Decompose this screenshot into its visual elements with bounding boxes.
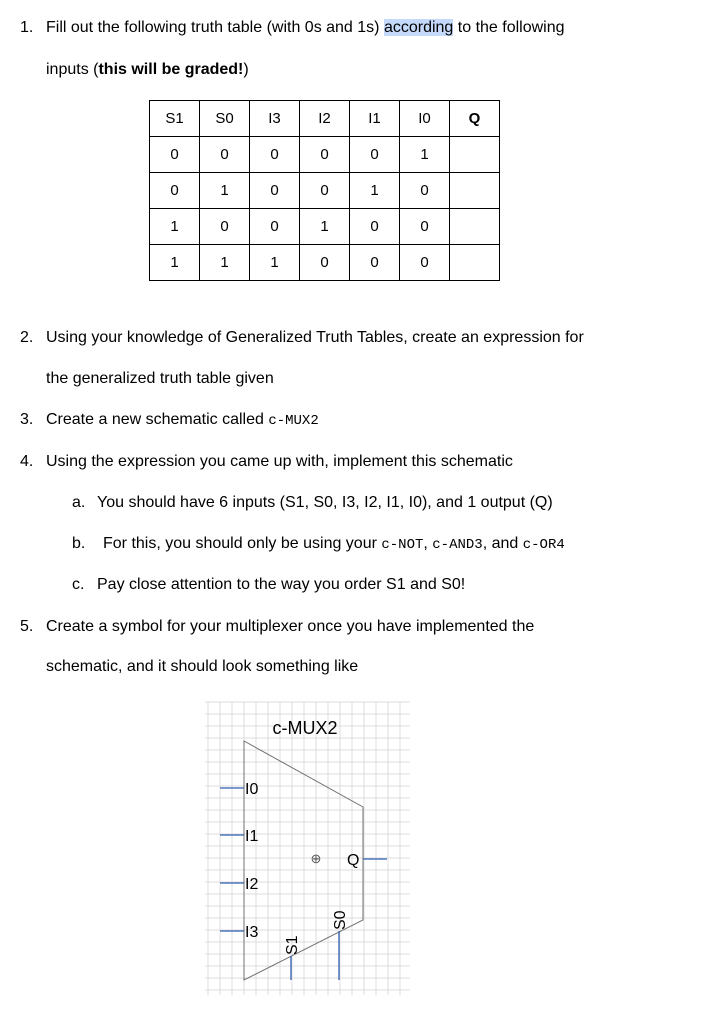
pin-label-q: Q xyxy=(347,852,360,869)
item-3-text: Create a new schematic called xyxy=(46,411,269,428)
item-4c-text: Pay close attention to the way you order S1 and S0! xyxy=(97,576,466,593)
table-cell: 0 xyxy=(400,245,450,281)
output-pin-q xyxy=(347,852,387,869)
table-cell: 1 xyxy=(150,245,200,281)
item-4-text: Using the expression you came up with, implement this schematic xyxy=(46,453,513,470)
truth-table-header-row xyxy=(150,101,500,137)
item-2-line-1: Using your knowledge of Generalized Truth Tables, create an expression for xyxy=(46,329,584,346)
item-2-line-2: the generalized truth table given xyxy=(46,370,274,387)
header-i3: I3 xyxy=(250,101,300,137)
table-cell: 0 xyxy=(350,209,400,245)
header-i0: I0 xyxy=(400,101,450,137)
table-cell: 0 xyxy=(200,137,250,173)
item-4c-label: c. xyxy=(72,576,85,593)
q-cell[interactable] xyxy=(450,245,500,281)
q-cell[interactable] xyxy=(450,173,500,209)
table-cell: 0 xyxy=(400,209,450,245)
item-1-line-1 xyxy=(46,19,565,37)
item-5-number: 5. xyxy=(20,618,34,635)
item-1-text: Fill out the following truth table (with 0s and 1s) xyxy=(46,19,384,36)
table-cell: 1 xyxy=(200,173,250,209)
item-4b-text: For this, you should only be using your xyxy=(103,535,382,552)
pin-label-i3: I3 xyxy=(245,924,259,941)
c-not-code: c-NOT xyxy=(381,537,424,553)
table-row xyxy=(150,137,500,173)
table-cell: 0 xyxy=(300,173,350,209)
table-cell: 0 xyxy=(300,137,350,173)
item-4-number: 4. xyxy=(20,453,34,470)
table-row xyxy=(150,173,500,209)
header-i1: I1 xyxy=(350,101,400,137)
table-row xyxy=(150,245,500,281)
pin-label-i2: I2 xyxy=(245,876,259,893)
input-pin-i3 xyxy=(220,924,258,941)
mux-symbol-diagram xyxy=(205,697,410,997)
table-cell: 0 xyxy=(350,137,400,173)
truth-table xyxy=(149,100,500,281)
item-2-number: 2. xyxy=(20,329,34,346)
table-cell: 0 xyxy=(200,209,250,245)
table-cell: 1 xyxy=(300,209,350,245)
item-4b-sep-1: , xyxy=(423,535,433,552)
pin-label-i1: I1 xyxy=(245,828,259,845)
input-pin-i0 xyxy=(220,781,258,798)
item-1-line-2-a: inputs ( xyxy=(46,61,99,78)
pin-label-i0: I0 xyxy=(245,781,259,798)
schematic-name-code: c-MUX2 xyxy=(268,413,319,429)
table-row xyxy=(150,209,500,245)
item-1-line-2-c: ) xyxy=(243,61,249,78)
item-4a-text: You should have 6 inputs (S1, S0, I3, I2, I1, I0), and 1 output (Q) xyxy=(97,494,553,511)
q-cell[interactable] xyxy=(450,209,500,245)
q-cell[interactable] xyxy=(450,137,500,173)
pin-label-s1: S1 xyxy=(284,935,301,955)
header-q: Q xyxy=(450,101,500,137)
input-pin-i1 xyxy=(220,828,258,845)
item-1-number: 1. xyxy=(20,19,34,36)
item-4b-sep-2: , and xyxy=(482,535,523,552)
table-cell: 0 xyxy=(150,137,200,173)
table-cell: 0 xyxy=(250,173,300,209)
table-cell: 0 xyxy=(350,245,400,281)
pin-label-s0: S0 xyxy=(332,910,349,930)
header-i2: I2 xyxy=(300,101,350,137)
item-1-text-after: to the following xyxy=(453,19,565,36)
input-pin-i2 xyxy=(220,876,258,893)
table-cell: 1 xyxy=(250,245,300,281)
item-1-line-2 xyxy=(46,61,249,79)
table-cell: 0 xyxy=(300,245,350,281)
header-s1: S1 xyxy=(150,101,200,137)
item-3-number: 3. xyxy=(20,411,34,428)
item-1-graded-note: this will be graded! xyxy=(98,61,244,78)
item-4b-label: b. xyxy=(72,535,86,552)
item-3-line xyxy=(46,411,319,429)
c-or4-code: c-OR4 xyxy=(522,537,565,553)
table-cell: 0 xyxy=(250,209,300,245)
selected-text-highlight[interactable]: according xyxy=(383,19,454,36)
origin-marker-icon: ⊕ xyxy=(310,851,322,866)
symbol-grid xyxy=(205,702,410,995)
header-s0: S0 xyxy=(200,101,250,137)
table-cell: 1 xyxy=(200,245,250,281)
table-cell: 1 xyxy=(150,209,200,245)
symbol-title: c-MUX2 xyxy=(272,718,338,738)
item-5-line-2: schematic, and it should look something like xyxy=(46,658,359,675)
table-cell: 1 xyxy=(400,137,450,173)
item-4b-line xyxy=(103,535,565,553)
table-cell: 0 xyxy=(250,137,300,173)
item-5-line-1: Create a symbol for your multiplexer once you have implemented the xyxy=(46,618,535,635)
item-4a-label: a. xyxy=(72,494,86,511)
table-cell: 0 xyxy=(150,173,200,209)
c-and3-code: c-AND3 xyxy=(432,537,483,553)
table-cell: 1 xyxy=(350,173,400,209)
table-cell: 0 xyxy=(400,173,450,209)
